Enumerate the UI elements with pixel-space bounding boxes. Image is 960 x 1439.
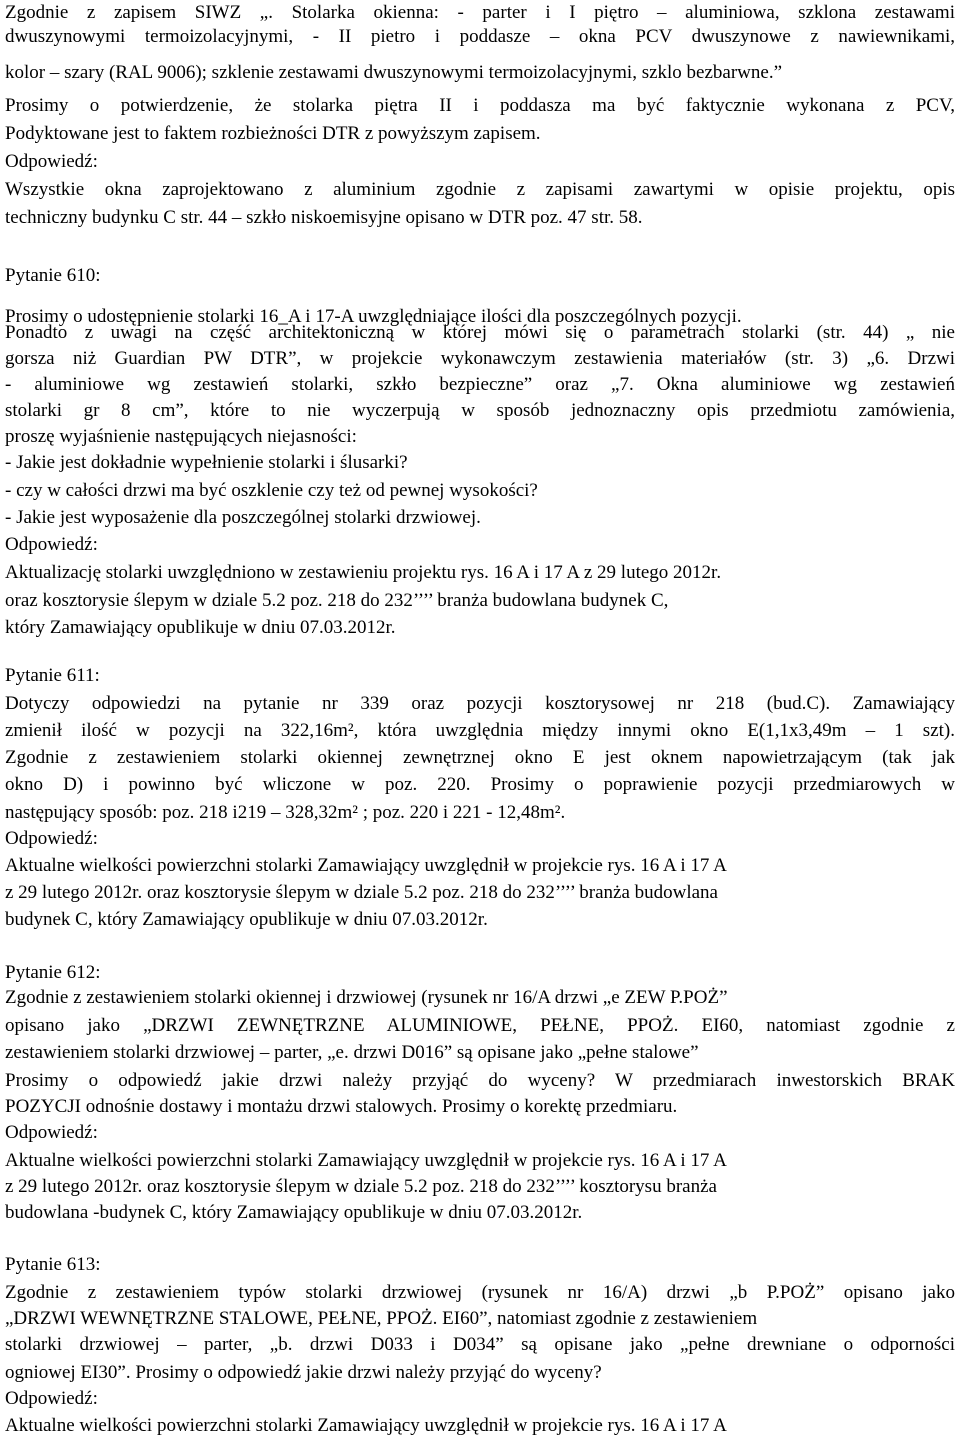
text-line: dwuszynowymi termoizolacyjnymi, - II pietro i poddasze – okna PCV dwuszynowe z nawiewnikami, [5,26,955,47]
text-line: POZYCJI odnośnie dostawy i montażu drzwi stalowych. Prosimy o korektę przedmiaru. [5,1096,678,1117]
text-line: Odpowiedź: [5,151,98,172]
text-line: proszę wyjaśnienie następujących niejasności: [5,426,357,447]
text-line: Wszystkie okna zaprojektowano z aluminium zgodnie z zapisami zawartymi w opisie projektu, opis [5,179,955,200]
text-line: zestawieniem stolarki drzwiowej – parter, „e. drzwi D016” są opisane jako „pełne stalowe” [5,1042,699,1063]
text-line: stolarki drzwiowej – parter, „b. drzwi D033 i D034” są opisane jako „pełne drewniane o odporności [5,1334,955,1355]
text-line: gorsza niż Guardian PW DTR”, w projekcie wykonawczym zestawienia materiałów (str. 3) „6. Drzwi [5,348,955,369]
text-line: następujący sposób: poz. 218 i219 – 328,32m² ; poz. 220 i 221 - 12,48m². [5,802,566,823]
text-line: Aktualne wielkości powierzchni stolarki Zamawiający uwzględnił w projekcie rys. 16 A i 17 A [5,855,727,876]
text-line: „DRZWI WEWNĘTRZNE STALOWE, PEŁNE, PPOŻ. EI60”, natomiast zgodnie z zestawieniem [5,1308,758,1329]
text-line: Podyktowane jest to faktem rozbieżności DTR z powyższym zapisem. [5,123,541,144]
text-line: Prosimy o udostępnienie stolarki 16_A i 17-A uwzględniające ilości dla poszczególnych pozycji. [5,306,742,327]
text-line: techniczny budynku C str. 44 – szkło niskoemisyjne opisano w DTR poz. 47 str. 58. [5,207,643,228]
text-line: z 29 lutego 2012r. oraz kosztorysie ślepym w dziale 5.2 poz. 218 do 232’’’’ kosztorysu branża [5,1176,717,1197]
text-line: Prosimy o potwierdzenie, że stolarka piętra II i poddasza ma być faktycznie wykonana z PCV, [5,95,955,116]
text-line: zmienił ilość w pozycji na 322,16m², która uwzględnia między innymi okno E(1,1x3,49m – 1 szt). [5,720,955,741]
text-line: Pytanie 613: [5,1254,101,1275]
text-line: Aktualne wielkości powierzchni stolarki Zamawiający uwzględnił w projekcie rys. 16 A i 17 A [5,1415,727,1436]
text-line: Zgodnie z zestawieniem stolarki okiennej zewnętrznej okno E jest oknem napowietrzającym (tak jak [5,747,955,768]
text-line: Prosimy o odpowiedź jakie drzwi należy przyjąć do wyceny? W przedmiarach inwestorskich BRAK [5,1070,955,1091]
text-line: Aktualne wielkości powierzchni stolarki Zamawiający uwzględnił w projekcie rys. 16 A i 17 A [5,1150,727,1171]
text-line: budynek C, który Zamawiający opublikuje w dniu 07.03.2012r. [5,909,488,930]
text-line: opisano jako „DRZWI ZEWNĘTRZNE ALUMINIOWE, PEŁNE, PPOŻ. EI60, natomiast zgodnie z [5,1015,955,1036]
text-line: - Jakie jest dokładnie wypełnienie stolarki i ślusarki? [5,452,408,473]
text-line: okno D) i powinno być wliczone w poz. 220. Prosimy o poprawienie pozycji przedmiarowych w [5,774,955,795]
text-line: Aktualizację stolarki uwzględniono w zestawieniu projektu rys. 16 A i 17 A z 29 lutego 2012r. [5,562,722,583]
text-line: - aluminiowe wg zestawień stolarki, szkło bezpieczne” oraz „7. Okna aluminiowe wg zestawień [5,374,955,395]
text-line: Zgodnie z zapisem SIWZ „. Stolarka okienna: - parter i I piętro – aluminiowa, szklona zestawami [5,2,955,23]
text-line: Pytanie 610: [5,265,101,286]
text-line: Dotyczy odpowiedzi na pytanie nr 339 oraz pozycji kosztorysowej nr 218 (bud.C). Zamawiający [5,693,955,714]
text-line: Zgodnie z zestawieniem typów stolarki drzwiowej (rysunek nr 16/A) drzwi „b P.POŻ” opisano jako [5,1282,955,1303]
text-line: budowlana -budynek C, który Zamawiający opublikuje w dniu 07.03.2012r. [5,1202,583,1223]
text-line: kolor – szary (RAL 9006); szklenie zestawami dwuszynowymi termoizolacyjnymi, szklo bezbarwne.” [5,62,783,83]
text-line: Odpowiedź: [5,1122,98,1143]
text-line: Odpowiedź: [5,534,98,555]
text-line: ogniowej EI30”. Prosimy o odpowiedź jakie drzwi należy przyjąć do wyceny? [5,1362,602,1383]
text-line: Ponadto z uwagi na część architektoniczną w której mówi się o parametrach stolarki (str. 44) „ nie [5,322,955,343]
text-line: Odpowiedź: [5,1388,98,1409]
text-line: Pytanie 612: [5,962,101,983]
text-line: który Zamawiający opublikuje w dniu 07.03.2012r. [5,617,396,638]
text-line: Zgodnie z zestawieniem stolarki okiennej i drzwiowej (rysunek nr 16/A drzwi „e ZEW P.POŻ” [5,987,728,1008]
text-line: Pytanie 611: [5,665,100,686]
text-line: - czy w całości drzwi ma być oszklenie czy też od pewnej wysokości? [5,480,538,501]
text-line: - Jakie jest wyposażenie dla poszczególnej stolarki drzwiowej. [5,507,481,528]
text-line: z 29 lutego 2012r. oraz kosztorysie ślepym w dziale 5.2 poz. 218 do 232’’’’ branża budowlana [5,882,718,903]
text-line: stolarki gr 8 cm”, które to nie wyczerpują w sposób jednoznaczny opis przedmiotu zamówienia, [5,400,955,421]
text-line: oraz kosztorysie ślepym w dziale 5.2 poz. 218 do 232’’’’ branża budowlana budynek C, [5,590,669,611]
text-line: Odpowiedź: [5,828,98,849]
